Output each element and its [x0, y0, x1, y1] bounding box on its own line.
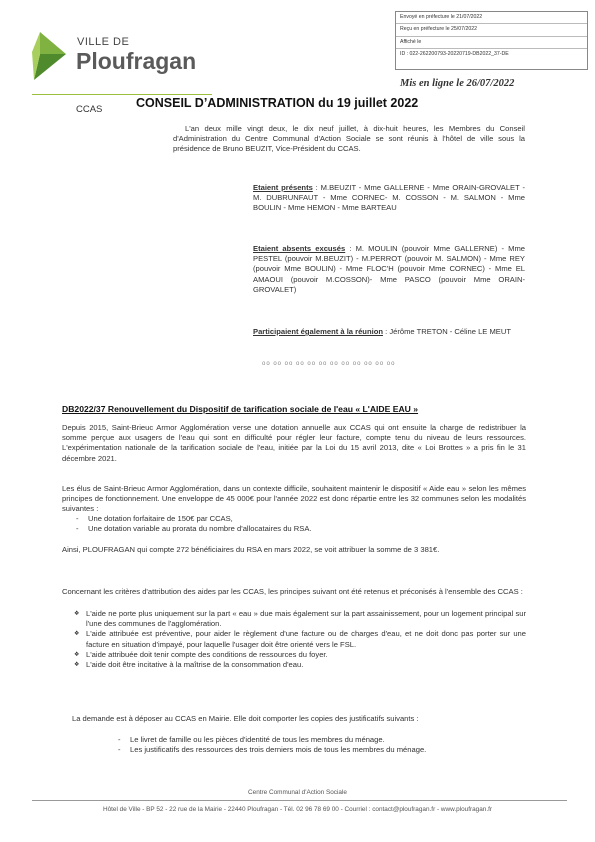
stamp-id: ID : 022-262200793-20220719-DB2022_37-DE [400, 51, 509, 58]
criteria-list [74, 609, 526, 670]
stamp-received: Reçu en préfecture le 25/07/2022 [396, 24, 587, 36]
list-item: ❖ L'aide attribuée est préventive, pour aider le règlement d'une facture ou de charges d'eau, et ne doit donc pas porter sur une facture en situation d'impayé, pour laquelle l'usager doit être orienté vers le FSL. [74, 629, 526, 649]
paragraph-context: Depuis 2015, Saint-Brieuc Armor Agglomération verse une dotation annuelle aux CCAS qui ont ensuite la charge de redistribuer la somme perçue aux usagers de l'eau qui sont en difficulté pour régler leur facture, compte tenu du niveau de leurs ressources. L'expérimentation nationale de la tarification sociale de l'eau, initiée par la Loi du 15 avril 2013, dite « Loi Brottes » a pris fin le 31 décembre 2021. [62, 423, 526, 463]
list-item: ❖ L'aide ne porte plus uniquement sur la part « eau » due mais également sur la part assainissement, pour un logement principal sur l'une des communes de l'agglomération. [74, 609, 526, 629]
list-item: ❖ L'aide doit être incitative à la maîtrise de la consommation d'eau. [74, 660, 526, 670]
footer-address: Hôtel de Ville - BP 52 - 22 rue de la Mairie - 22440 Ploufragan - Tél. 02 96 78 69 00 - Courriel : contact@ploufragan.fr - www.ploufragan.fr [102, 806, 493, 813]
prefecture-stamp [395, 11, 588, 70]
department-label: CCAS [76, 104, 103, 115]
paragraph-criteria: Concernant les critères d'attribution des aides par les CCAS, les principes suivant ont été retenus et préconisés à l'ensemble des CCAS : [62, 587, 523, 596]
separator-line: oo oo oo oo oo oo oo oo oo oo oo oo [262, 361, 396, 367]
absent-label: Etaient absents excusés [253, 244, 346, 253]
present-block [253, 183, 525, 214]
footer-divider [32, 800, 567, 801]
list-item: - Une dotation forfaitaire de 150€ par CCAS, [76, 514, 516, 524]
intro-paragraph: L'an deux mille vingt deux, le dix neuf juillet, à dix-huit heures, les Membres du Conseil d'Administration du Centre Communal d'Action Sociale se sont réunis à l'hôtel de ville sous la présidence de Bruno BEUZIT, Vice-Président du CCAS. [173, 124, 525, 154]
header-divider [32, 94, 212, 95]
list-item: ❖ L'aide attribuée doit tenir compte des conditions de ressources du foyer. [74, 650, 526, 660]
footer-organization: Centre Communal d'Action Sociale [248, 789, 347, 796]
list-item: - Une dotation variable au prorata du nombre d'allocataires du RSA. [76, 524, 516, 534]
documents-list [118, 735, 528, 755]
attendees-block [253, 327, 525, 337]
stamp-posted: Affiché le [396, 37, 587, 49]
list-item: - Les justificatifs des ressources des trois derniers mois de tous les membres du ménage. [118, 745, 528, 755]
logo-ville-text: VILLE DE [77, 36, 130, 48]
absent-list: : M. MOULIN (pouvoir Mme GALLERNE) - Mme PESTEL (pouvoir M.BEUZIT) - M.PERROT (pouvoir M. SALMON) - Mme REY (pouvoir Mme BOULIN) - Mme FLOC'H (pouvoir Mme CORNEC) - Mme EL AMAOUI (pouvoir M.COSSON)- Mme PASCO (pouvoir Mme ORAIN-GROVALET) [253, 244, 525, 294]
present-label: Etaient présents [253, 183, 313, 192]
paragraph-amount: Ainsi, PLOUFRAGAN qui compte 272 bénéficiaires du RSA en mars 2022, se voit attribuer la somme de 3 381€. [62, 545, 440, 554]
present-list: : M.BEUZIT - Mme GALLERNE - Mme ORAIN-GROVALET - M. DUBRUNFAUT - Mme CORNEC- M. COSSON - M. SALMON - Mme BOULIN - Mme HEMON - Mme BARTEAU [253, 183, 525, 213]
attendees-list: : Jérôme TRETON - Céline LE MEUT [382, 327, 511, 336]
attendees-label: Participaient également à la réunion [253, 327, 383, 336]
stamp-sent: Envoyé en préfecture le 21/07/2022 [396, 12, 587, 24]
paragraph-application: La demande est à déposer au CCAS en Mairie. Elle doit comporter les copies des justificatifs suivants : [72, 714, 419, 723]
paragraph-decision: Les élus de Saint-Brieuc Armor Agglomération, dans un contexte difficile, souhaitent maintenir le dispositif « Aide eau » selon les mêmes principes de fonctionnement. Une enveloppe de 45 000€ pour l'année 2022 est donc répartie entre les 32 communes selon les modalités suivantes : [62, 484, 526, 514]
allocation-list [76, 514, 516, 534]
online-notice: Mis en ligne le 26/07/2022 [400, 78, 515, 89]
absent-block [253, 244, 525, 295]
document-title: CONSEIL D’ADMINISTRATION du 19 juillet 2022 [136, 96, 419, 110]
logo-city-name: Ploufragan [76, 48, 197, 74]
list-item: - Le livret de famille ou les pièces d'identité de tous les membres du ménage. [118, 735, 528, 745]
deliberation-title: DB2022/37 Renouvellement du Dispositif de tarification sociale de l'eau « L'AIDE EAU » [62, 404, 419, 414]
ploufragan-logo-icon [32, 32, 68, 82]
